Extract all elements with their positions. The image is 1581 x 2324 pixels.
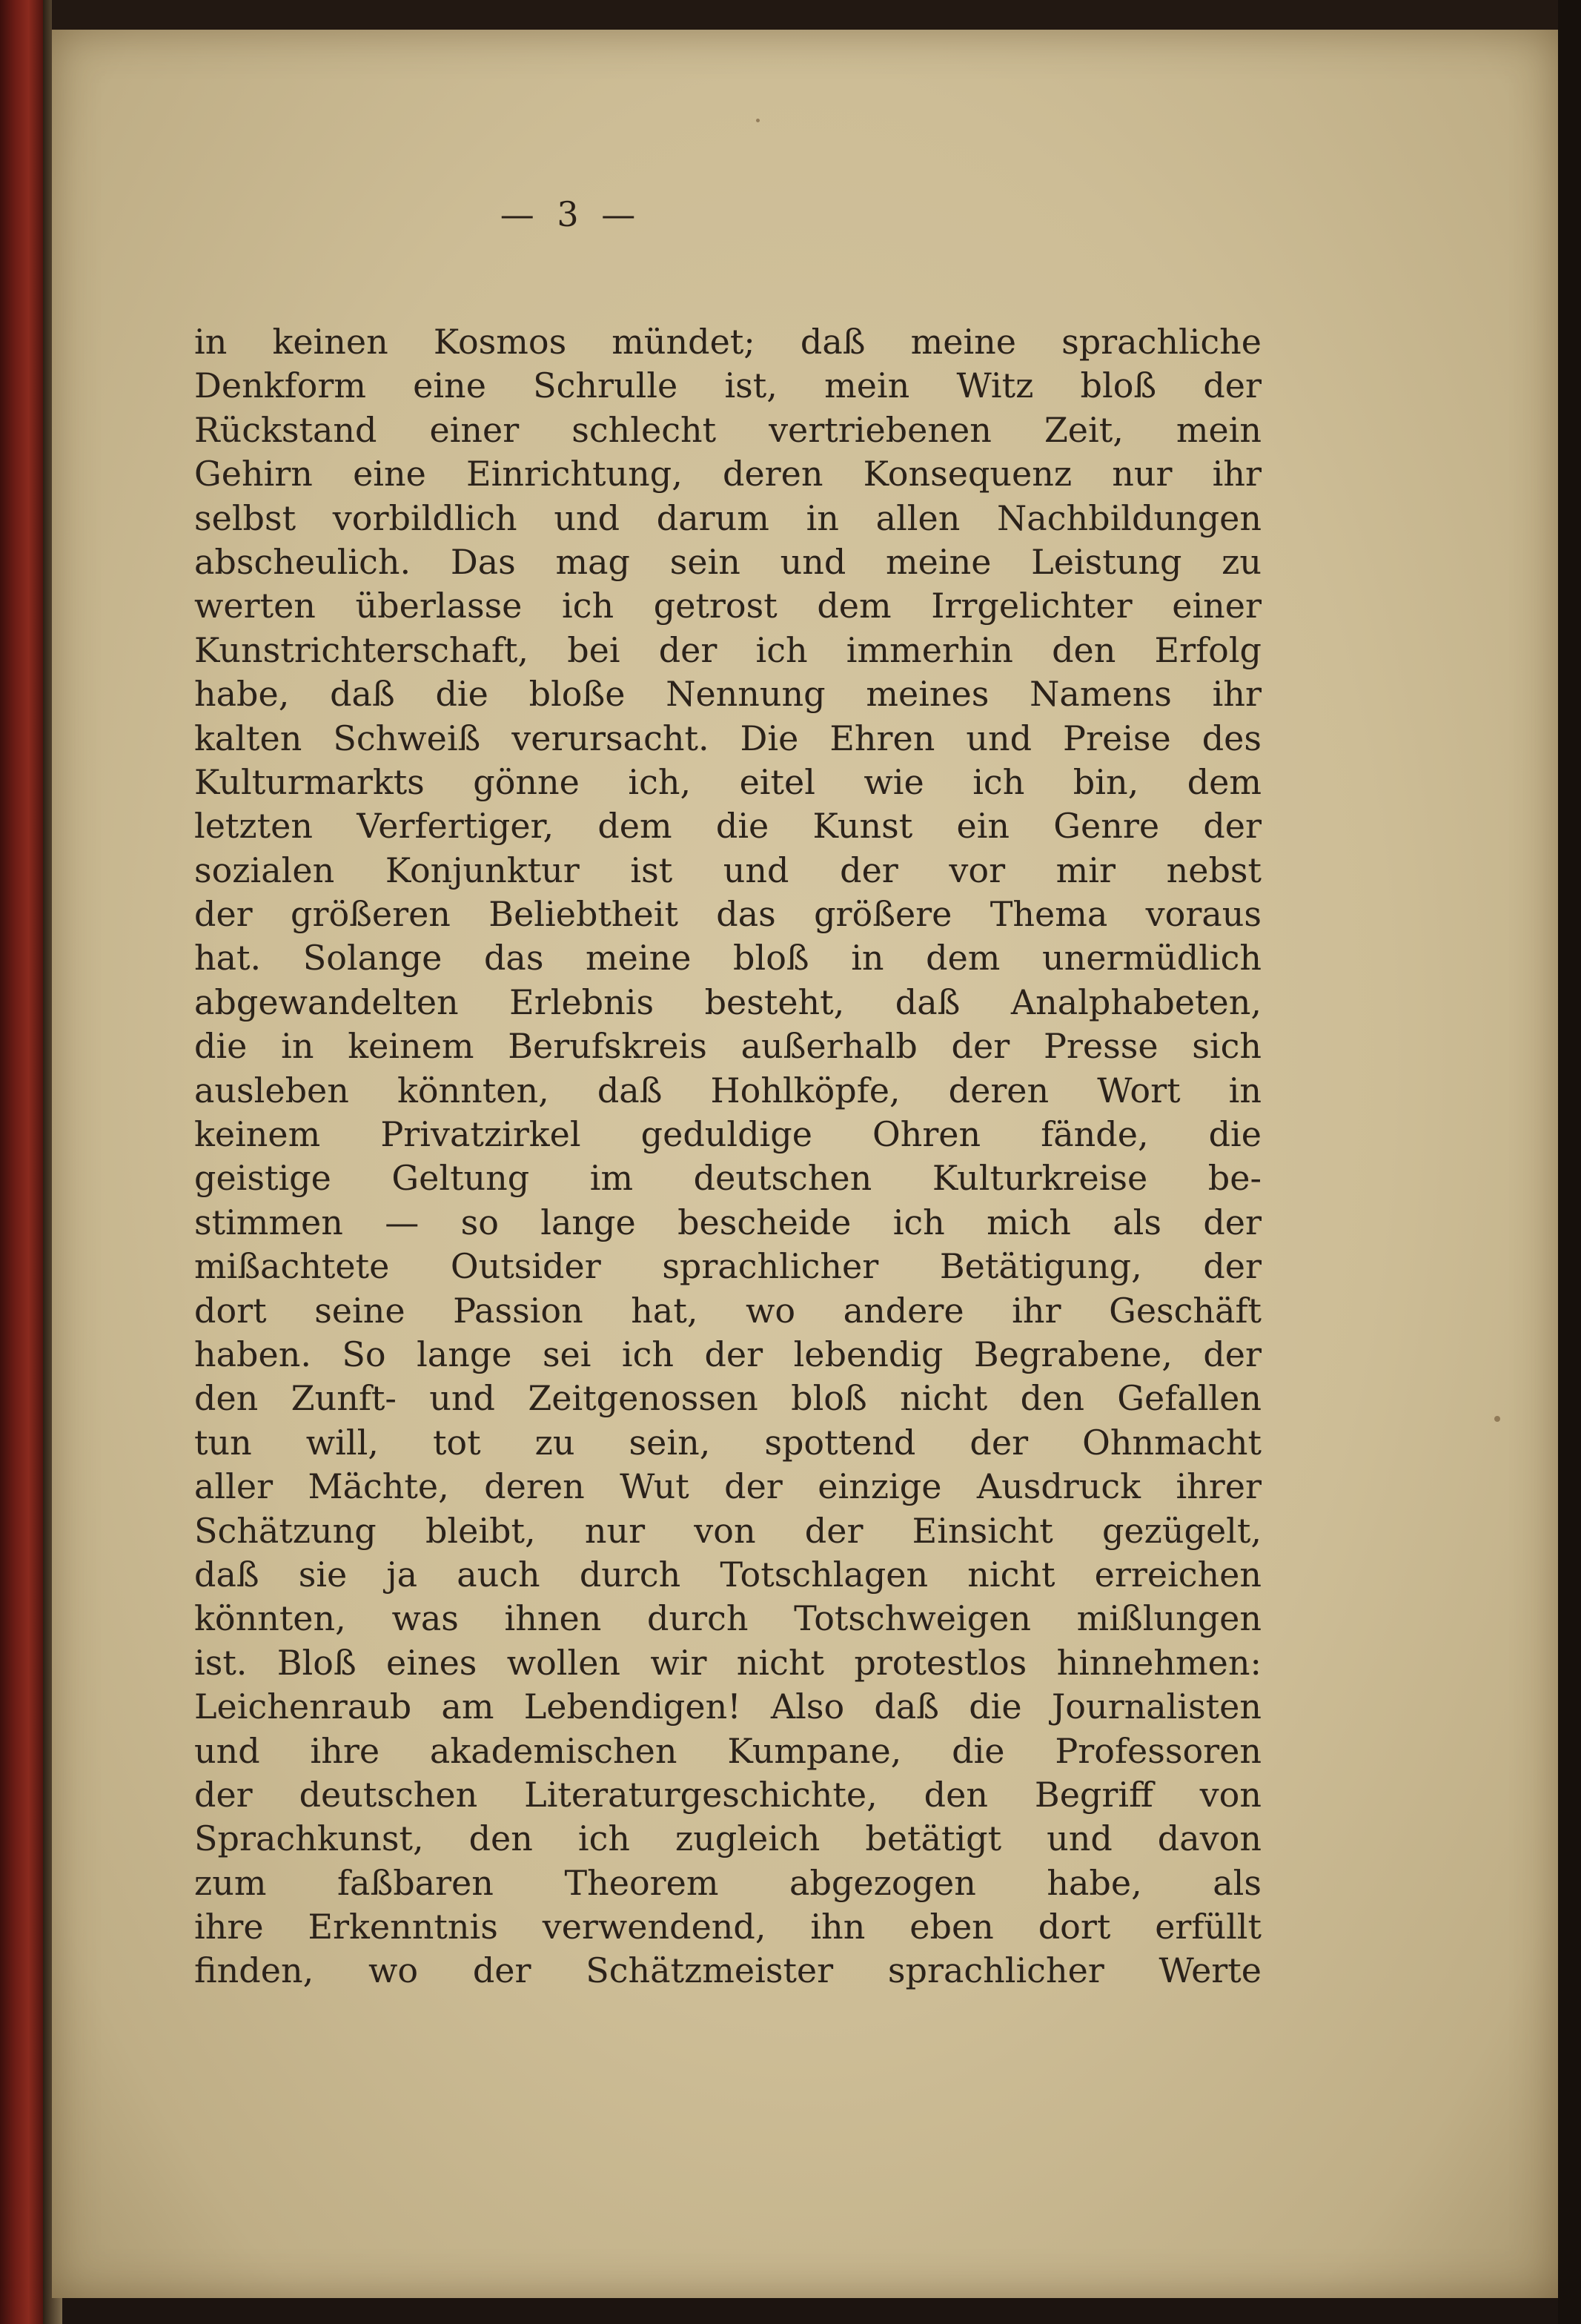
text-line: kalten Schweiß verursacht. Die Ehren und Preise des: [194, 718, 1262, 758]
text-line: finden, wo der Schätzmeister sprachlicher Werte: [194, 1950, 1262, 1991]
text-line: ist. Bloß eines wollen wir nicht protestlos hinnehmen:: [194, 1642, 1262, 1683]
text-line: der größeren Beliebtheit das größere Thema voraus: [194, 894, 1262, 935]
text-line: Denkform eine Schrulle ist, mein Witz bloß der: [194, 365, 1262, 406]
text-line: der deutschen Literaturgeschichte, den Begriff von: [194, 1774, 1262, 1815]
text-line: hat. Solange das meine bloß in dem unermüdlich: [194, 938, 1262, 979]
text-line: habe, daß die bloße Nennung meines Namens ihr: [194, 674, 1262, 715]
top-border: [52, 0, 1581, 30]
book-page: [52, 30, 1558, 2298]
text-line: Sprachkunst, den ich zugleich betätigt und davon: [194, 1818, 1262, 1859]
text-line: die in keinem Berufskreis außerhalb der Presse sich: [194, 1026, 1262, 1067]
text-line: Gehirn eine Einrichtung, deren Konsequenz nur ihr: [194, 454, 1262, 494]
body-text: [194, 320, 1262, 1993]
text-line: Kunstrichterschaft, bei der ich immerhin den Erfolg: [194, 629, 1262, 670]
text-line: selbst vorbildlich und darum in allen Nachbildungen: [194, 497, 1262, 538]
text-line: daß sie ja auch durch Totschlagen nicht erreichen: [194, 1554, 1262, 1595]
text-line: abgewandelten Erlebnis besteht, daß Analphabeten,: [194, 981, 1262, 1022]
text-line: sozialen Konjunktur ist und der vor mir nebst: [194, 850, 1262, 890]
text-line: zum faßbaren Theorem abgezogen habe, als: [194, 1862, 1262, 1903]
page-number: — 3 —: [500, 194, 642, 234]
text-line: ausleben könnten, daß Hohlköpfe, deren Wort in: [194, 1070, 1262, 1110]
text-line: Rückstand einer schlecht vertriebenen Zeit, mein: [194, 409, 1262, 450]
text-line: in keinen Kosmos mündet; daß meine sprachliche: [194, 322, 1262, 362]
text-line: werten überlasse ich getrost dem Irrgelichter einer: [194, 586, 1262, 626]
text-line: Kulturmarkts gönne ich, eitel wie ich bin, dem: [194, 761, 1262, 802]
text-line: tun will, tot zu sein, spottend der Ohnmacht: [194, 1422, 1262, 1463]
text-line: stimmen — so lange bescheide ich mich als der: [194, 1202, 1262, 1242]
text-line: mißachtete Outsider sprachlicher Betätigung, der: [194, 1246, 1262, 1287]
text-line: abscheulich. Das mag sein und meine Leistung zu: [194, 541, 1262, 582]
text-line: Schätzung bleibt, nur von der Einsicht gezügelt,: [194, 1510, 1262, 1551]
text-line: dort seine Passion hat, wo andere ihr Geschäft: [194, 1290, 1262, 1331]
text-line: haben. So lange sei ich der lebendig Begrabene, der: [194, 1334, 1262, 1374]
text-line: letzten Verfertiger, dem die Kunst ein Genre der: [194, 806, 1262, 847]
text-line: aller Mächte, deren Wut der einzige Ausdruck ihrer: [194, 1466, 1262, 1507]
text-line: den Zunft- und Zeitgenossen bloß nicht den Gefallen: [194, 1378, 1262, 1419]
paper-speck: [1494, 1416, 1500, 1422]
text-line: keinem Privatzirkel geduldige Ohren fände, die: [194, 1114, 1262, 1155]
right-border: [1558, 0, 1581, 2324]
text-line: geistige Geltung im deutschen Kulturkreise be-: [194, 1158, 1262, 1199]
paper-speck: [756, 119, 760, 122]
text-line: und ihre akademischen Kumpane, die Professoren: [194, 1730, 1262, 1771]
text-line: könnten, was ihnen durch Totschweigen mißlungen: [194, 1598, 1262, 1639]
text-line: ihre Erkenntnis verwendend, ihn eben dort erfüllt: [194, 1907, 1262, 1947]
text-line: Leichenraub am Lebendigen! Also daß die Journalisten: [194, 1686, 1262, 1727]
